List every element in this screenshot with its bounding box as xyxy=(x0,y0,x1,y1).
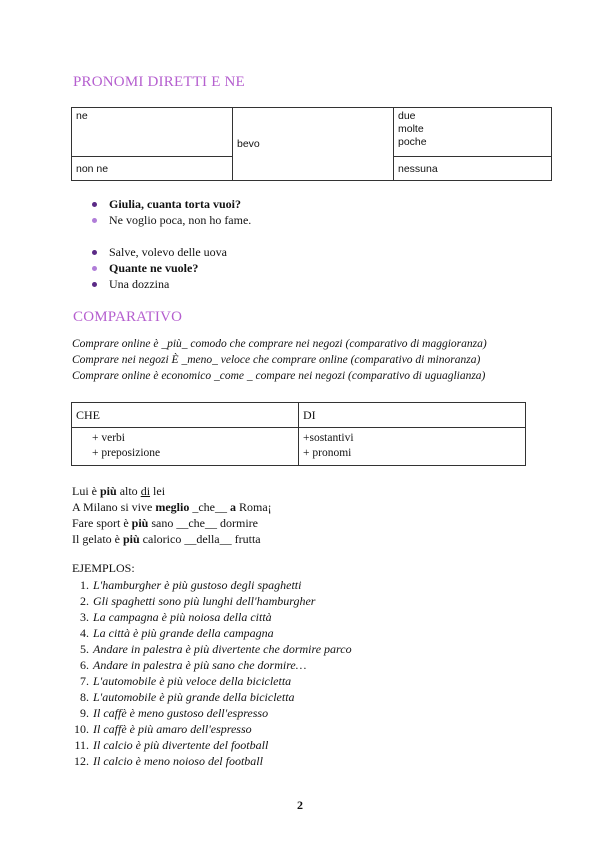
bullet-icon xyxy=(92,202,97,207)
comparison-uguaglianza: Comprare online è economico _come _ compare nei negozi (comparativo di uguaglianza) xyxy=(72,370,486,382)
ejemplo-text: L'hamburgher è più gustoso degli spaghetti xyxy=(93,578,302,592)
heading-pronomi: PRONOMI DIRETTI E NE xyxy=(73,74,245,90)
cell-nessuna xyxy=(394,157,552,181)
heading-comparativo: COMPARATIVO xyxy=(73,309,183,325)
bullet-icon xyxy=(92,218,97,223)
cell-di-items xyxy=(299,428,526,466)
ejemplo-text: L'automobile è più grande della bicicletta xyxy=(93,690,295,704)
dialog-text: Giulia, cuanta torta vuoi? xyxy=(109,197,242,211)
dialog-text: Una dozzina xyxy=(109,277,170,291)
cell-nessuna-text: nessuna xyxy=(398,162,438,175)
quantity-molte: molte xyxy=(398,123,424,135)
ejemplo-text: Il calcio è meno noioso del football xyxy=(93,754,263,768)
dialog-list-2 xyxy=(92,244,227,292)
sentence-bold: più xyxy=(131,516,149,530)
che-item-preposizione: + preposizione xyxy=(92,447,161,459)
che-di-table xyxy=(71,402,526,466)
cell-bevo xyxy=(233,108,394,181)
cell-di-text: DI xyxy=(303,407,316,422)
ejemplo-item xyxy=(72,673,352,689)
sentence-3 xyxy=(72,515,272,531)
che-item-verbi: + verbi xyxy=(92,432,125,444)
ejemplo-text: Gli spaghetti sono più lunghi dell'hamburgher xyxy=(93,594,316,608)
cell-di xyxy=(299,403,526,428)
ejemplo-item xyxy=(72,625,352,641)
ejemplo-text: L'automobile è più veloce della bicicletta xyxy=(93,674,292,688)
ejemplo-item xyxy=(72,609,352,625)
ejemplo-text: Il caffè è meno gustoso dell'espresso xyxy=(93,706,269,720)
di-item-sostantivi: +sostantivi xyxy=(303,432,354,444)
ejemplo-item xyxy=(72,753,352,769)
cell-che-text: CHE xyxy=(76,407,100,422)
sentence-text: Il gelato è xyxy=(72,532,123,546)
ejemplo-number: 6. xyxy=(80,658,89,672)
cell-non-ne xyxy=(72,157,233,181)
sentence-text: alto xyxy=(116,484,141,498)
ejemplo-number: 4. xyxy=(80,626,89,640)
ejemplo-item xyxy=(72,721,352,737)
sentence-2 xyxy=(72,499,272,515)
example-sentences xyxy=(72,483,272,547)
sentence-text: lei xyxy=(150,484,166,498)
ejemplo-text: Andare in palestra è più divertente che dormire parco xyxy=(93,642,352,656)
ejemplo-text: La città è più grande della campagna xyxy=(93,626,274,640)
dialog-text: Ne voglio poca, non ho fame. xyxy=(109,213,252,227)
dialog-text: Quante ne vuole? xyxy=(109,261,199,275)
cell-quantities xyxy=(394,108,552,157)
ejemplos-title: EJEMPLOS: xyxy=(72,561,135,575)
sentence-underline: di xyxy=(140,484,151,498)
dialog-item xyxy=(92,244,227,260)
dialog-item xyxy=(92,260,227,276)
ejemplo-item xyxy=(72,593,352,609)
sentence-text: A Milano si vive xyxy=(72,500,156,514)
cell-che-items xyxy=(72,428,299,466)
pronomi-table xyxy=(71,107,552,181)
sentence-bold: a xyxy=(230,500,236,514)
sentence-bold: più xyxy=(100,484,117,498)
ejemplo-number: 10. xyxy=(74,722,89,736)
sentence-text: Roma¡ xyxy=(236,500,272,514)
ejemplo-number: 9. xyxy=(80,706,89,720)
ejemplo-number: 5. xyxy=(80,642,89,656)
ejemplo-item xyxy=(72,657,352,673)
ejemplo-number: 3. xyxy=(80,610,89,624)
dialog-item xyxy=(92,276,227,292)
sentence-text: Lui è xyxy=(72,484,100,498)
ejemplo-item xyxy=(72,689,352,705)
bullet-icon xyxy=(92,250,97,255)
ejemplo-number: 12. xyxy=(74,754,89,768)
sentence-bold: meglio xyxy=(155,500,190,514)
bullet-icon xyxy=(92,266,97,271)
cell-non-ne-text: non ne xyxy=(76,162,109,175)
cell-bevo-text: bevo xyxy=(237,138,260,150)
bullet-icon xyxy=(92,282,97,287)
sentence-text: _che__ xyxy=(189,500,230,514)
dialog-text: Salve, volevo delle uova xyxy=(109,245,227,259)
di-item-pronomi: + pronomi xyxy=(303,447,352,459)
ejemplo-item xyxy=(72,577,352,593)
sentence-4 xyxy=(72,531,272,547)
ejemplo-number: 2. xyxy=(80,594,89,608)
comparison-maggioranza: Comprare online è _più_ comodo che comprare nei negozi (comparativo di maggioranza) xyxy=(72,338,487,350)
quantity-poche: poche xyxy=(398,136,427,148)
cell-ne-text: ne xyxy=(76,110,88,122)
dialog-item xyxy=(92,196,251,212)
ejemplos-list xyxy=(72,577,352,769)
cell-che xyxy=(72,403,299,428)
quantity-due: due xyxy=(398,110,416,122)
comparison-minoranza: Comprare nei negozi È _meno_ veloce che comprare online (comparativo di minoranza) xyxy=(72,354,481,366)
sentence-text: sano __che__ dormire xyxy=(148,516,258,530)
ejemplo-item xyxy=(72,737,352,753)
comparison-lines xyxy=(72,336,487,384)
sentence-text: calorico __della__ frutta xyxy=(139,532,261,546)
ejemplo-text: Il calcio è più divertente del football xyxy=(93,738,269,752)
ejemplo-number: 11. xyxy=(74,738,89,752)
ejemplo-item xyxy=(72,641,352,657)
ejemplo-item xyxy=(72,705,352,721)
ejemplo-number: 7. xyxy=(80,674,89,688)
ejemplo-number: 8. xyxy=(80,690,89,704)
sentence-bold: più xyxy=(122,532,140,546)
dialog-item xyxy=(92,212,251,228)
dialog-list-1 xyxy=(92,196,251,228)
sentence-text: Fare sport è xyxy=(72,516,132,530)
ejemplo-number: 1. xyxy=(80,578,89,592)
ejemplo-text: Andare in palestra è più sano che dormire… xyxy=(93,658,307,672)
ejemplo-text: Il caffè è più amaro dell'espresso xyxy=(93,722,252,736)
sentence-1 xyxy=(72,483,272,499)
cell-ne xyxy=(72,108,233,157)
page-number: 2 xyxy=(297,798,303,812)
ejemplo-text: La campagna è più noiosa della città xyxy=(93,610,272,624)
